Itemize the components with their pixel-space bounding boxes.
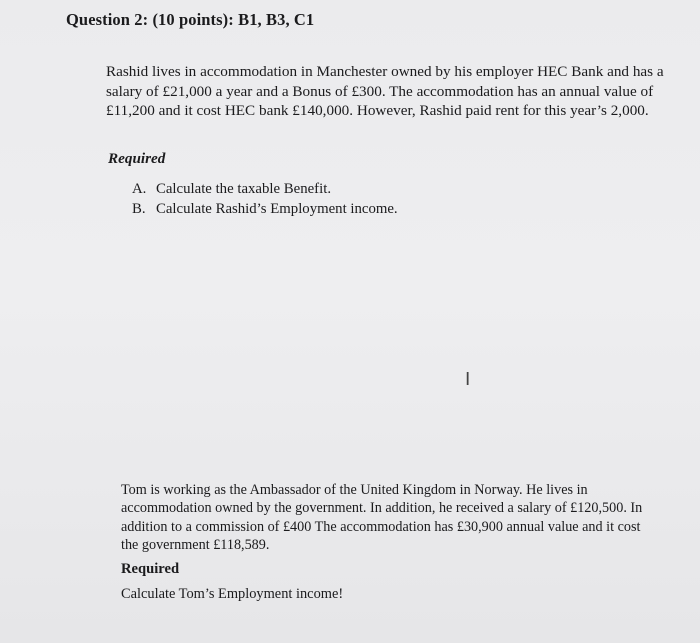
list-item-text: Calculate the taxable Benefit. [156,181,332,197]
list-item [132,180,398,200]
list-marker: A. [132,181,147,197]
required-heading-1: Required [108,150,166,167]
question-title: Question 2: (10 points): B1, B3, C1 [66,10,315,29]
required-list-1 [132,180,398,219]
text-cursor-icon: I [465,369,471,390]
tom-task: Calculate Tom’s Employment income! [121,586,344,602]
list-item-text: Calculate Rashid’s Employment income. [156,200,398,217]
tom-scenario-paragraph: Tom is working as the Ambassador of the United Kingdom in Norway. He lives in accommodation owned by the government. In addition, he received a salary of £120,500. In addition to a commission of £400 The accommodation has £30,900 annual value and it cost the government £118,589. [121,482,643,553]
list-item [132,200,398,220]
list-marker: B. [132,200,146,217]
required-heading-2: Required [121,561,180,577]
rashid-scenario-paragraph: Rashid lives in accommodation in Manchester owned by his employer HEC Bank and has a salary of £21,000 a year and a Bonus of £300. The accommodation has an annual value of £11,200 and it cost HEC bank £140,000. However, Rashid paid rent for this year’s 2,000. [106,63,664,119]
